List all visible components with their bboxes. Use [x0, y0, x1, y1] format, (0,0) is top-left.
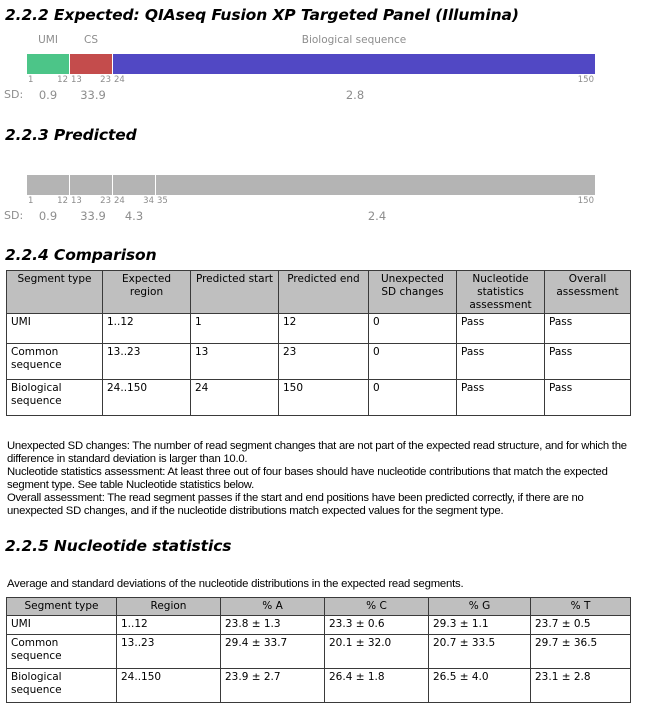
table-row: [7, 380, 631, 416]
expected-segment-label-umi: UMI: [38, 34, 58, 46]
comparison-col-overall-assessment: Overall assessment: [545, 271, 631, 314]
expected-tick-umi-end: 12: [57, 75, 68, 85]
cell-predicted-start: 24: [191, 380, 279, 416]
cell-pct-g: 20.7 ± 33.5: [429, 634, 531, 668]
expected-sd-value-cs: 33.9: [80, 88, 106, 102]
cell-segment-type: Biological sequence: [7, 380, 103, 416]
predicted-bar-track: [0, 175, 646, 195]
cell-nucleotide-statistics-assessment: Pass: [457, 380, 545, 416]
predicted-section-heading: 2.2.3 Predicted: [5, 126, 137, 144]
predicted-read-structure-diagram: [0, 175, 646, 225]
comparison-table-header-row: [7, 271, 631, 314]
note-unexpected-sd-changes: Unexpected SD changes: The number of read segment changes that are not part of the expected read structure, and for which the difference in standard deviation is larger than 10.0.: [7, 440, 627, 466]
cell-segment-type: Common sequence: [7, 344, 103, 380]
cell-pct-c: 26.4 ± 1.8: [325, 668, 429, 702]
expected-segment-label-cs: CS: [84, 34, 98, 46]
nucstat-col-pct-t: % T: [531, 598, 631, 616]
expected-bar-segment-biological: [113, 54, 595, 74]
predicted-sd-value-3: 4.3: [124, 209, 144, 223]
cell-pct-t: 23.1 ± 2.8: [531, 668, 631, 702]
nucleotide-statistics-section-heading: 2.2.5 Nucleotide statistics: [5, 537, 232, 555]
cell-region: 13..23: [117, 634, 221, 668]
comparison-col-predicted-start: Predicted start: [191, 271, 279, 314]
cell-pct-g: 29.3 ± 1.1: [429, 615, 531, 634]
predicted-tick-2-start: 13: [71, 196, 82, 206]
predicted-tick-4-end: 150: [577, 196, 594, 206]
predicted-bar-segment-2: [70, 175, 112, 195]
nucleotide-statistics-intro: Average and standard deviations of the nucleotide distributions in the expected read segments.: [7, 578, 464, 590]
expected-bar-segment-cs: [70, 54, 112, 74]
expected-read-structure-diagram: [0, 34, 646, 104]
expected-sd-value-umi: 0.9: [38, 88, 58, 102]
predicted-tick-row: [0, 196, 646, 208]
predicted-sd-value-2: 33.9: [80, 209, 106, 223]
predicted-sd-value-1: 0.9: [38, 209, 58, 223]
cell-pct-t: 23.7 ± 0.5: [531, 615, 631, 634]
cell-region: 1..12: [117, 615, 221, 634]
expected-tick-row: [0, 75, 646, 87]
cell-predicted-start: 1: [191, 314, 279, 344]
cell-predicted-end: 23: [279, 344, 369, 380]
predicted-tick-4-start: 35: [157, 196, 168, 206]
cell-unexpected-sd-changes: 0: [369, 380, 457, 416]
comparison-col-expected-region: Expected region: [103, 271, 191, 314]
comparison-col-predicted-end: Predicted end: [279, 271, 369, 314]
predicted-bar-segment-4: [156, 175, 595, 195]
cell-expected-region: 1..12: [103, 314, 191, 344]
cell-segment-type: UMI: [7, 314, 103, 344]
cell-predicted-end: 12: [279, 314, 369, 344]
cell-unexpected-sd-changes: 0: [369, 314, 457, 344]
predicted-tick-2-end: 23: [100, 196, 111, 206]
nucstat-col-pct-g: % G: [429, 598, 531, 616]
nucstat-col-region: Region: [117, 598, 221, 616]
nucleotide-statistics-header-row: [7, 598, 631, 616]
comparison-notes: [7, 440, 641, 519]
table-row: [7, 615, 631, 634]
predicted-tick-3-start: 24: [114, 196, 125, 206]
cell-pct-a: 29.4 ± 33.7: [221, 634, 325, 668]
expected-sd-prefix: SD:: [4, 88, 24, 101]
cell-pct-g: 26.5 ± 4.0: [429, 668, 531, 702]
note-nucleotide-statistics-assessment: Nucleotide statistics assessment: At least three out of four bases should have nucleotide contributions that match the expected segment type. See table Nucleotide statistics below.: [7, 466, 608, 492]
cell-overall-assessment: Pass: [545, 344, 631, 380]
comparison-col-segment-type: Segment type: [7, 271, 103, 314]
expected-bar-segment-umi: [27, 54, 69, 74]
table-row: [7, 344, 631, 380]
nucleotide-statistics-table: [6, 597, 631, 703]
cell-region: 24..150: [117, 668, 221, 702]
nucstat-col-pct-a: % A: [221, 598, 325, 616]
cell-overall-assessment: Pass: [545, 314, 631, 344]
cell-pct-t: 29.7 ± 36.5: [531, 634, 631, 668]
comparison-section-heading: 2.2.4 Comparison: [5, 246, 157, 264]
predicted-sd-prefix: SD:: [4, 209, 24, 222]
cell-segment-type: UMI: [7, 615, 117, 634]
cell-expected-region: 24..150: [103, 380, 191, 416]
table-row: [7, 314, 631, 344]
expected-segment-label-biological: Biological sequence: [301, 34, 407, 46]
cell-pct-c: 20.1 ± 32.0: [325, 634, 429, 668]
comparison-col-unexpected-sd-changes: Unexpected SD changes: [369, 271, 457, 314]
cell-pct-a: 23.8 ± 1.3: [221, 615, 325, 634]
comparison-col-nucleotide-statistics-assessment: Nucleotide statistics assessment: [457, 271, 545, 314]
predicted-tick-3-end: 34: [143, 196, 154, 206]
cell-pct-a: 23.9 ± 2.7: [221, 668, 325, 702]
expected-sd-row: [0, 88, 646, 104]
cell-nucleotide-statistics-assessment: Pass: [457, 344, 545, 380]
expected-tick-biological-start: 24: [114, 75, 125, 85]
predicted-bar-segment-1: [27, 175, 69, 195]
cell-predicted-end: 150: [279, 380, 369, 416]
expected-tick-biological-end: 150: [577, 75, 594, 85]
expected-segment-labels: [0, 34, 646, 48]
cell-unexpected-sd-changes: 0: [369, 344, 457, 380]
note-overall-assessment: Overall assessment: The read segment passes if the start and end positions have been predicted correctly, if there are no unexpected SD changes, and if the nucleotide distributions match expected values for the segment type.: [7, 492, 584, 518]
expected-bar-track: [0, 54, 646, 74]
cell-nucleotide-statistics-assessment: Pass: [457, 314, 545, 344]
predicted-sd-value-4: 2.4: [367, 209, 387, 223]
predicted-tick-1-end: 12: [57, 196, 68, 206]
cell-pct-c: 23.3 ± 0.6: [325, 615, 429, 634]
predicted-sd-row: [0, 209, 646, 225]
cell-segment-type: Biological sequence: [7, 668, 117, 702]
expected-tick-umi-start: 1: [28, 75, 34, 85]
cell-expected-region: 13..23: [103, 344, 191, 380]
cell-segment-type: Common sequence: [7, 634, 117, 668]
expected-section-heading: 2.2.2 Expected: QIAseq Fusion XP Targeted Panel (Illumina): [5, 6, 519, 24]
cell-predicted-start: 13: [191, 344, 279, 380]
comparison-table: [6, 270, 631, 416]
cell-overall-assessment: Pass: [545, 380, 631, 416]
table-row: [7, 668, 631, 702]
table-row: [7, 634, 631, 668]
expected-tick-cs-end: 23: [100, 75, 111, 85]
nucstat-col-pct-c: % C: [325, 598, 429, 616]
nucstat-col-segment-type: Segment type: [7, 598, 117, 616]
predicted-tick-1-start: 1: [28, 196, 34, 206]
expected-sd-value-biological: 2.8: [345, 88, 365, 102]
expected-tick-cs-start: 13: [71, 75, 82, 85]
predicted-bar-segment-3: [113, 175, 155, 195]
